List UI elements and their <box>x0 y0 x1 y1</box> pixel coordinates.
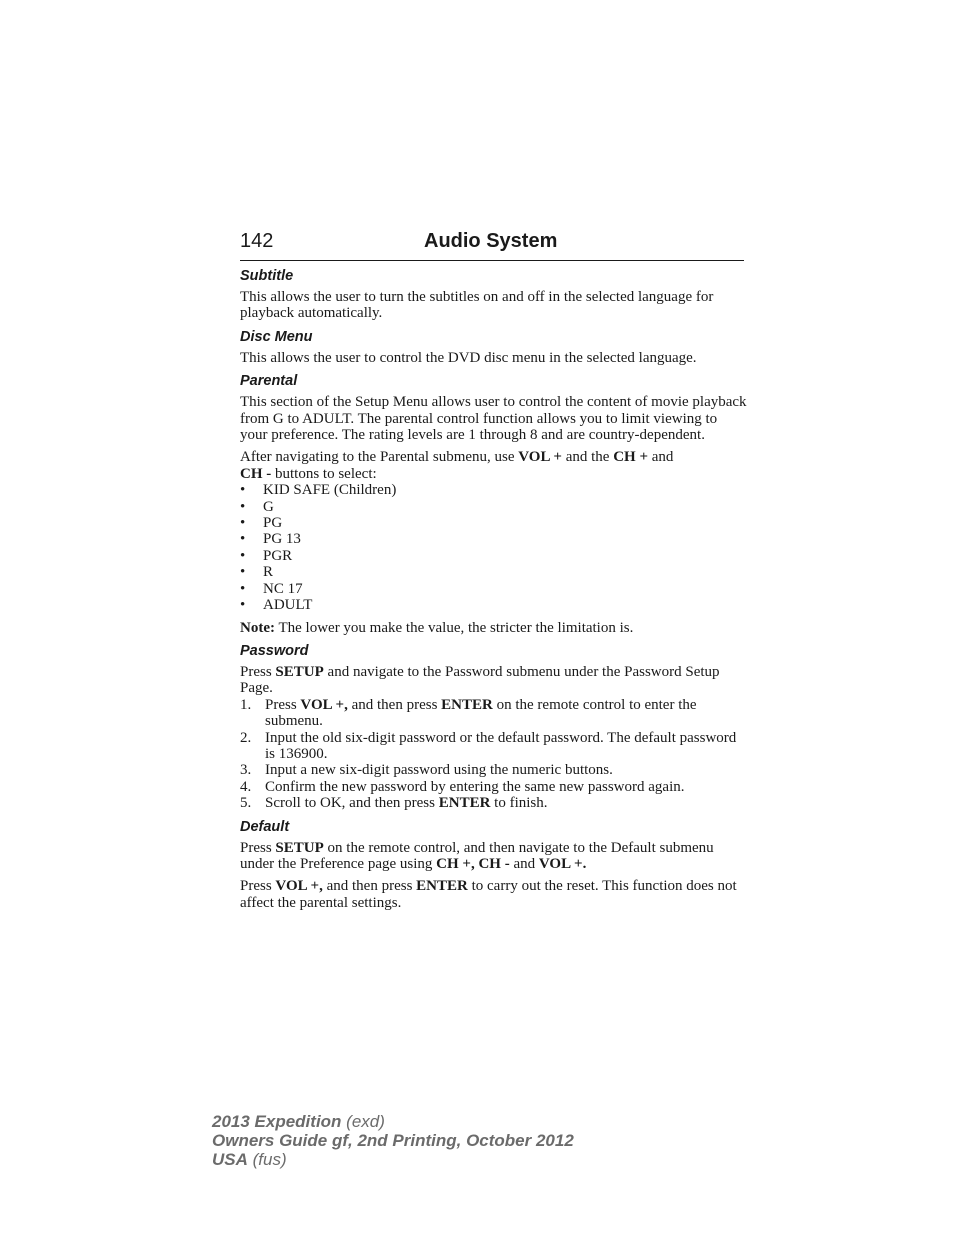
list-item: 4. Confirm the new password by entering the same new password again. <box>240 778 685 795</box>
list-item: 2. Input the old six-digit password or the default password. The default password is 136900. <box>240 729 737 762</box>
list-item: • PGR <box>240 547 293 564</box>
list-item: • ADULT <box>240 597 313 614</box>
list-item: 3. Input a new six-digit password using the numeric buttons. <box>240 762 613 779</box>
bullet-icon: • <box>240 498 246 515</box>
default-section <box>240 818 748 912</box>
page-number: 142 <box>240 230 274 252</box>
list-item: 1. Press VOL +, and then press ENTER on the remote control to enter the submenu. <box>240 696 697 730</box>
default-text-2: Press VOL +, and then press ENTER to carry out the reset. This function does not affect the parental settings. <box>240 878 737 911</box>
list-item: • PG 13 <box>240 531 301 548</box>
section-heading-default: Default <box>240 818 290 835</box>
list-item: • KID SAFE (Children) <box>240 482 397 499</box>
section-heading-disc-menu: Disc Menu <box>240 328 313 345</box>
list-item: 5. Scroll to OK, and then press ENTER to finish. <box>240 795 548 812</box>
password-section <box>240 642 748 812</box>
default-text-1: Press SETUP on the remote control, and then navigate to the Default submenu under the Preference page using CH +, CH - and VOL +. <box>240 839 714 872</box>
footer-line-2: Owners Guide gf, 2nd Printing, October 2012 <box>212 1131 574 1150</box>
bullet-icon: • <box>240 597 246 614</box>
page-content <box>240 267 748 917</box>
disc-menu-text: This allows the user to control the DVD disc menu in the selected language. <box>240 349 697 366</box>
list-item: • NC 17 <box>240 580 303 597</box>
footer-line-3: USA (fus) <box>212 1150 287 1169</box>
subtitle-section <box>240 267 748 322</box>
page-header <box>240 228 744 261</box>
password-intro: Press SETUP and navigate to the Password submenu under the Password Setup Page. <box>240 663 720 697</box>
parental-nav-text: After navigating to the Parental submenu, use VOL + and the CH + and CH - buttons to select: <box>240 449 674 482</box>
bullet-icon: • <box>240 531 246 548</box>
footer-line-1: 2013 Expedition (exd) <box>212 1112 385 1131</box>
parental-text: This section of the Setup Menu allows user to control the content of movie playback from G to ADULT. The parental control function allows you to limit viewing to your preference. The rating levels are 1 through 8 and are country-dependent. <box>240 394 747 444</box>
page-title: Audio System <box>424 230 558 252</box>
list-item: • PG <box>240 515 283 532</box>
parental-section <box>240 372 748 636</box>
bullet-icon: • <box>240 580 246 597</box>
password-steps <box>240 697 748 812</box>
section-heading-subtitle: Subtitle <box>240 268 294 284</box>
list-item: • R <box>240 564 274 581</box>
list-item: • G <box>240 498 274 515</box>
bullet-icon: • <box>240 482 246 499</box>
bullet-icon: • <box>240 564 246 581</box>
bullet-icon: • <box>240 547 246 564</box>
page-footer <box>212 1112 574 1169</box>
section-heading-parental: Parental <box>240 373 298 390</box>
section-heading-password: Password <box>240 642 309 659</box>
bullet-icon: • <box>240 515 246 532</box>
disc-menu-section <box>240 328 748 366</box>
ratings-list <box>240 482 748 613</box>
subtitle-text: This allows the user to turn the subtitles on and off in the selected language for playback automatically. <box>240 289 714 322</box>
parental-note: Note: The lower you make the value, the stricter the limitation is. <box>240 619 634 636</box>
